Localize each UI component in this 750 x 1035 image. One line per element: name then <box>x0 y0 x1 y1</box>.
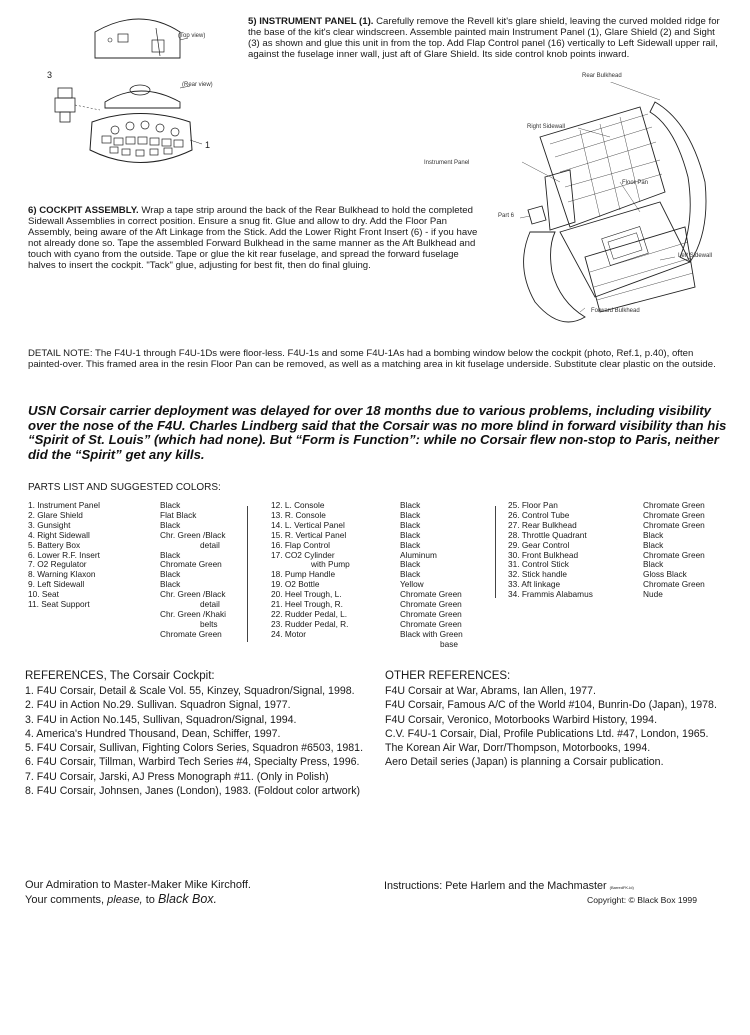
parts-list-cell: Chromate Green <box>160 628 222 639</box>
parts-list-cell: detail <box>200 539 220 550</box>
parts-list-cell: 30. Front Bulkhead <box>508 549 579 560</box>
parts-list-cell: Chromate Green <box>643 509 705 520</box>
detail-note-heading: DETAIL NOTE: <box>28 348 93 359</box>
part-3-label: 3 <box>47 70 53 80</box>
reference-item: F4U Corsair, Veronico, Motorbooks Warbird History, 1994. <box>385 713 658 726</box>
parts-list-cell: 32. Stick handle <box>508 569 568 580</box>
parts-list-cell: 17. CO2 Cylinder <box>271 549 335 560</box>
parts-list-cell: 22. Rudder Pedal, L. <box>271 608 348 619</box>
instrument-panel-diagram <box>40 10 240 185</box>
reference-item: 8. F4U Corsair, Johnsen, Janes (London), 1983. (Foldout color artwork) <box>25 785 361 798</box>
parts-list-cell: 34. Frammis Alabamus <box>508 589 593 600</box>
parts-list-cell: Black <box>160 549 181 560</box>
reference-item: 7. F4U Corsair, Jarski, AJ Press Monograph #11. (Only in Polish) <box>25 770 329 783</box>
step-5-heading: 5) INSTRUMENT PANEL (1). <box>248 16 374 27</box>
comments-line <box>25 892 251 907</box>
step-5-instructions <box>248 16 726 60</box>
instructions-credit-text: Instructions: Pete Harlem and the Machmaster <box>384 880 607 892</box>
other-references-heading: OTHER REFERENCES: <box>385 670 511 682</box>
parts-list-cell: Chromate Green <box>160 559 222 570</box>
parts-col1-colors <box>160 501 226 640</box>
parts-list-cell: 16. Flap Control <box>271 539 331 550</box>
parts-list-cell: Black <box>400 519 421 530</box>
references-section <box>25 670 377 799</box>
parts-list-cell: Chromate Green <box>400 618 462 629</box>
parts-list-cell: Gloss Black <box>643 569 687 580</box>
parts-list-cell: Flat Black <box>160 509 197 520</box>
step-6-body: Wrap a tape strip around the back of the Rear Bulkhead to hold the completed Sidewall Assemblies in correct position. Ensure a snug fit. Glue and allow to dry. Add the Floor Pan Assembly, being aware of the Aft Linkage from the Stick. Add the Lower Right Front Insert (6) - if you have not already done so. Tape the assembled Forward Bulkhead in the same manner as the Aft Bulkhead and touch with cyano from the outside. Tape or glue the kit rear fuselage, and spread the forward fuselage halves to insert the cockpit. "Tack" glue, adjusting for best fit, then do final gluing. <box>28 205 478 272</box>
parts-list-cell: Black <box>643 559 664 570</box>
parts-list-table <box>28 501 730 661</box>
reference-item: 3. F4U in Action No.145, Sullivan, Squadron/Signal, 1994. <box>25 713 297 726</box>
parts-list-cell: Chromate Green <box>643 549 705 560</box>
reference-item: 2. F4U in Action No.29. Sullivan. Squadron Signal, 1977. <box>25 699 291 712</box>
parts-list-cell: 4. Right Sidewall <box>28 529 90 540</box>
instructions-credit <box>384 880 634 892</box>
parts-list-cell: 13. R. Console <box>271 509 326 520</box>
instrument-panel-label: Instrument Panel <box>424 160 470 166</box>
reference-item: 4. America's Hundred Thousand, Dean, Schiffer, 1997. <box>25 727 281 740</box>
parts-list-cell: 23. Rudder Pedal, R. <box>271 618 349 629</box>
parts-list-cell: Black <box>160 500 181 510</box>
parts-list-cell: Black <box>643 529 664 540</box>
parts-list-cell: Black <box>400 509 421 520</box>
parts-list-cell: 14. L. Vertical Panel <box>271 519 345 530</box>
parts-list-cell: 28. Throttle Quadrant <box>508 529 587 540</box>
top-view-label: (Top view) <box>178 33 206 39</box>
step-6-instructions <box>28 205 484 272</box>
comments-text: Your comments, <box>25 894 105 906</box>
parts-col2-colors <box>400 501 463 650</box>
column-divider <box>495 506 496 598</box>
parts-list-cell: Black <box>400 529 421 540</box>
parts-list-cell: Black <box>643 539 664 550</box>
parts-col3-names <box>508 501 593 600</box>
references-list <box>25 685 377 797</box>
parts-list-cell: belts <box>200 618 218 629</box>
parts-list-cell: 26. Control Tube <box>508 509 570 520</box>
forward-bulkhead-label: Forward Bulkhead <box>591 308 640 314</box>
parts-list-cell: 2. Glare Shield <box>28 509 83 520</box>
parts-list-cell: 15. R. Vertical Panel <box>271 529 347 540</box>
parts-list-cell: base <box>440 638 458 649</box>
detail-note <box>28 348 730 370</box>
reference-item: 5. F4U Corsair, Sullivan, Fighting Colors Series, Squadron #6503, 1981. <box>25 742 364 755</box>
parts-col1-names <box>28 501 100 610</box>
parts-list-cell: Black <box>400 569 421 580</box>
parts-list-cell: 18. Pump Handle <box>271 569 336 580</box>
parts-list-cell: 33. Aft linkage <box>508 579 561 590</box>
parts-list-cell: Black with Green <box>400 628 463 639</box>
parts-list-cell: Chromate Green <box>400 599 462 610</box>
parts-list-cell: 11. Seat Support <box>28 599 90 610</box>
reference-item: F4U Corsair at War, Abrams, Ian Allen, 1977. <box>385 685 596 697</box>
parts-list-cell: 24. Motor <box>271 628 307 639</box>
parts-list-cell: 9. Left Sidewall <box>28 579 85 590</box>
parts-list-cell: 7. O2 Regulator <box>28 559 87 570</box>
parts-list-cell: 31. Control Stick <box>508 559 569 570</box>
references-heading: REFERENCES, The Corsair Cockpit: <box>25 670 215 682</box>
parts-list-cell: 3. Gunsight <box>28 519 71 530</box>
parts-list-cell: Yellow <box>400 579 424 590</box>
parts-list-heading: PARTS LIST AND SUGGESTED COLORS: <box>28 482 221 493</box>
parts-list-cell: Black <box>160 519 181 530</box>
tiny-credit: (BarredFK-ld) <box>609 885 634 890</box>
part-6-label: Part 6 <box>498 213 515 219</box>
parts-list-cell: Nude <box>643 589 663 600</box>
parts-col2-names <box>271 501 350 640</box>
parts-list-cell: 25. Floor Pan <box>508 500 558 510</box>
reference-item: Aero Detail series (Japan) is planning a Corsair publication. <box>385 756 664 769</box>
parts-list-cell: Chromate Green <box>400 608 462 619</box>
parts-list-cell: 6. Lower R.F. Insert <box>28 549 100 560</box>
reference-item: 1. F4U Corsair, Detail & Scale Vol. 55, Kinzey, Squadron/Signal, 1998. <box>25 685 355 697</box>
parts-list-cell: Black <box>160 579 181 590</box>
step-6-heading: 6) COCKPIT ASSEMBLY. <box>28 205 139 216</box>
parts-list-cell: Chromate Green <box>643 519 705 530</box>
parts-list-cell: Chromate Green <box>643 500 705 510</box>
parts-list-cell: Chr. Green /Black <box>160 529 226 540</box>
reference-item: F4U Corsair, Famous A/C of the World #104, Bunrin-Do (Japan), 1978. <box>385 699 717 712</box>
comments-to: to <box>145 894 155 906</box>
left-sidewall-label: Left Sidewall <box>678 253 713 259</box>
reference-item: C.V. F4U-1 Corsair, Dial, Profile Publications Ltd. #47, London, 1965. <box>385 727 709 740</box>
parts-list-cell: Black <box>400 539 421 550</box>
rear-view-label: (Rear view) <box>182 82 213 88</box>
parts-list-cell: Aluminum <box>400 549 437 560</box>
column-divider <box>247 506 248 642</box>
rear-bulkhead-label: Rear Bulkhead <box>582 73 622 79</box>
detail-note-body: The F4U-1 through F4U-1Ds were floor-less. F4U-1s and some F4U-1As had a bombing window below the cockpit (photo, Ref.1, p.40), often painted-over. This framed area in the resin Floor Pan can be removed, as well as a matching area in kit fuselage underside. Substitute clear plastic on the outside. <box>28 348 716 371</box>
part-1-label: 1 <box>205 140 211 150</box>
admiration-line: Our Admiration to Master-Maker Mike Kirchoff. <box>25 879 251 891</box>
parts-list-cell: 8. Warning Klaxon <box>28 569 96 580</box>
parts-list-cell: Chromate Green <box>643 579 705 590</box>
parts-list-cell: 12. L. Console <box>271 500 325 510</box>
parts-list-cell: 20. Heel Trough, L. <box>271 589 342 600</box>
parts-list-cell: 5. Battery Box <box>28 539 81 550</box>
parts-col3-colors <box>643 501 705 600</box>
reference-item: The Korean Air War, Dorr/Thompson, Motorbooks, 1994. <box>385 742 651 755</box>
right-sidewall-label: Right Sidewall <box>527 124 566 130</box>
step-5-body: Carefully remove the Revell kit's glare shield, leaving the curved molded ridge for the base of the kit's clear windscreen. Assemble painted main Instrument Panel (1), Glare Shield (2) and Sight (3) as shown and glue this unit in from the top. Add Flap Control panel (16) vertically to Left Sidewall upper rail, against the fuselage inner wall, just aft of Glare Shield. Its side control knob points inward. <box>248 16 720 61</box>
other-references-section <box>385 670 730 771</box>
parts-list-cell: 19. O2 Bottle <box>271 579 320 590</box>
comments-please: please, <box>107 894 143 906</box>
parts-list-cell: with Pump <box>311 559 350 570</box>
parts-list-cell: Chromate Green <box>400 589 462 600</box>
parts-list-cell: detail <box>200 599 220 610</box>
reference-item: 6. F4U Corsair, Tillman, Warbird Tech Series #4, Specialty Press, 1996. <box>25 756 360 769</box>
parts-list-cell: Black <box>160 569 181 580</box>
parts-list-cell: 1. Instrument Panel <box>28 500 100 510</box>
parts-list-cell: 10. Seat <box>28 589 59 600</box>
black-box-signature: Black Box. <box>157 892 217 906</box>
parts-list-cell: 27. Rear Bulkhead <box>508 519 577 530</box>
parts-list-cell: Black <box>400 500 421 510</box>
copyright: Copyright: © Black Box 1999 <box>587 895 697 905</box>
lindbergh-paragraph: USN Corsair carrier deployment was delayed for over 18 months due to various problems, including visibility over the nose of the F4U. Charles Lindberg said that the Corsair was no more blind in forward visibility than his “Spirit of St. Louis” (which had none). But “Form is Function”: while no Corsair flew non-stop to Paris, neither did the “Spirit” get any kills. <box>28 403 727 462</box>
parts-list-cell: 29. Gear Control <box>508 539 570 550</box>
floor-pan-label: Floor Pan <box>622 180 649 186</box>
parts-list-cell: Black <box>400 559 421 570</box>
cockpit-assembly-diagram <box>490 82 730 337</box>
parts-list-cell: 21. Heel Trough, R. <box>271 599 343 610</box>
other-references-list <box>385 685 730 769</box>
parts-list-cell: Chr. Green /Black <box>160 589 226 600</box>
parts-list-cell: Chr. Green /Khaki <box>160 608 226 619</box>
footer-left <box>25 878 251 907</box>
